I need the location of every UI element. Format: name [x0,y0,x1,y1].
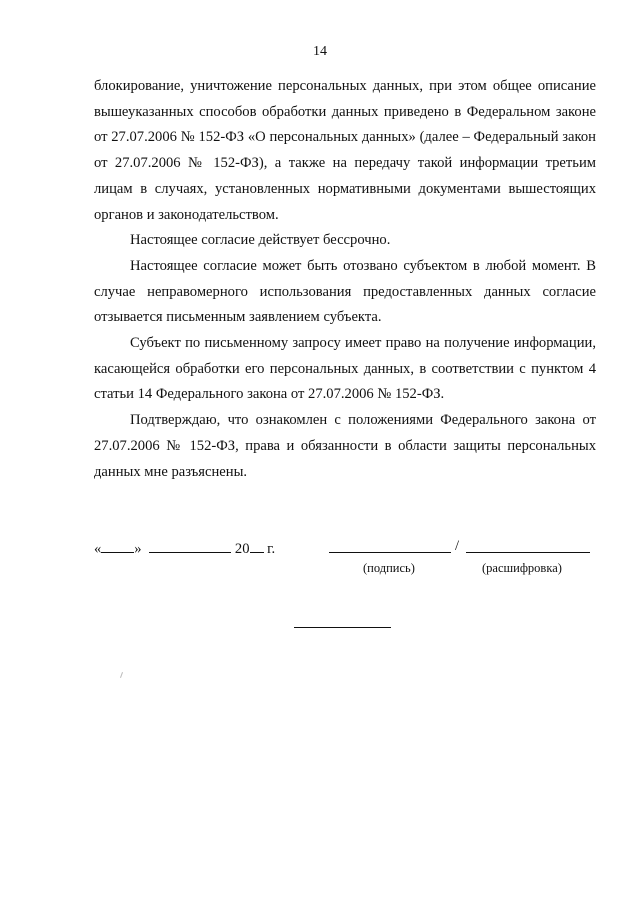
signature-caption: (подпись) [363,561,415,575]
date-field [94,538,275,558]
end-rule [294,627,391,628]
date-close-quote: » [134,541,142,557]
month-blank[interactable] [149,538,231,553]
paragraph-confirmation: Подтверждаю, что ознакомлен с положениями Федерального закона от 27.07.2006 № 152-ФЗ, права и обязанности в области защиты персональных данных мне разъяснены. [94,412,596,480]
scan-speck [120,672,123,678]
page-number: 14 [313,44,327,59]
signature-slash: / [455,538,460,554]
paragraph-processing-methods: блокирование, уничтожение персональных данных, при этом общее описание вышеуказанных способов обработки данных приведено в Федеральном законе от 27.07.2006 № 152-ФЗ «О персональных данных» (далее – Федеральный закон от 27.07.2006 № 152-ФЗ), а также на передачу такой информации третьим лицам в случаях, установленных нормативными документами вышестоящих органов и законодательством. [94,78,596,223]
document-body [94,74,596,485]
paragraph-validity: Настоящее согласие действует бессрочно. [130,232,391,249]
paragraph-information-right: Субъект по письменному запросу имеет право на получение информации, касающейся обработки его персональных данных, в соответствии с пунктом 4 статьи 14 Федерального закона от 27.07.2006 № 152-ФЗ. [94,335,596,403]
year-suffix: г. [267,541,276,557]
signature-line[interactable] [329,552,451,553]
year-blank[interactable] [250,538,264,553]
signature-row [94,538,596,560]
day-blank[interactable] [101,538,134,553]
date-open-quote: « [94,541,102,557]
paragraph-revocation: Настоящее согласие может быть отозвано субъектом в любой момент. В случае неправомерного использования предоставленных данных согласие отзывается письменным заявлением субъекта. [94,257,596,326]
decoding-line[interactable] [466,552,590,553]
year-prefix: 20 [234,541,250,557]
decoding-caption: (расшифровка) [482,561,562,575]
